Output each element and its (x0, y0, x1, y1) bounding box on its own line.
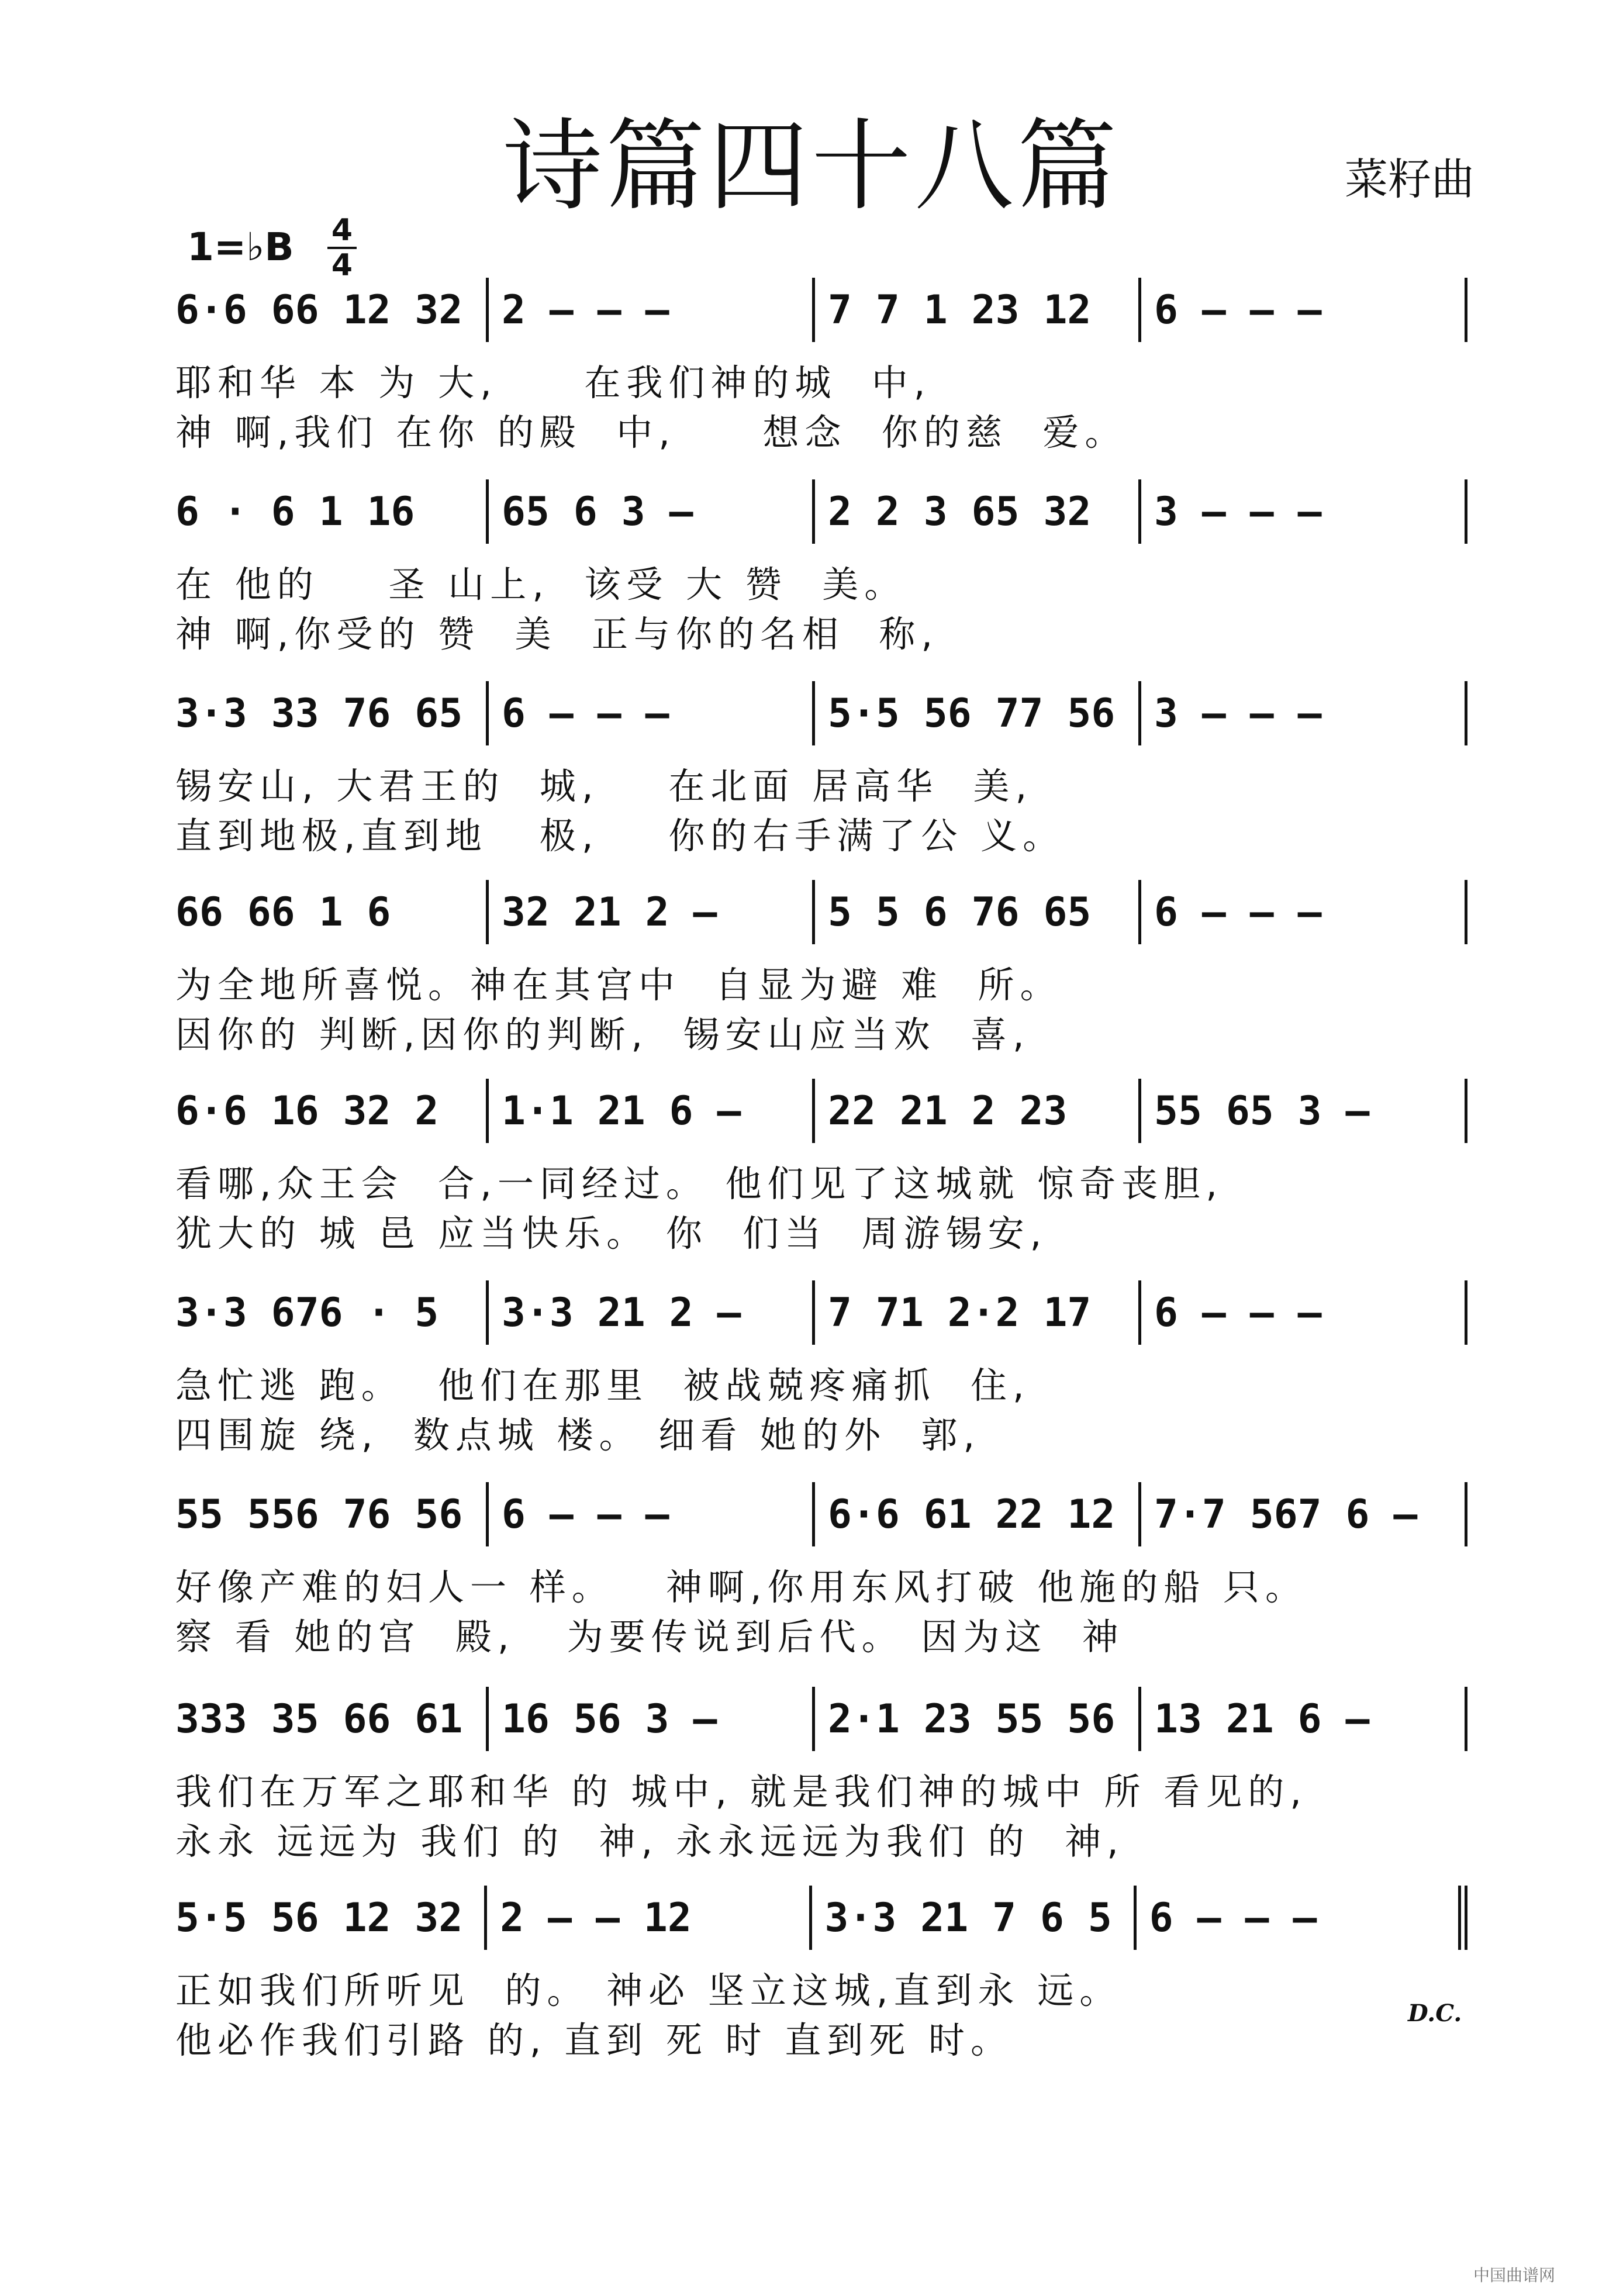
measure: 32 21 2 – (486, 880, 812, 944)
notes-row (175, 275, 1467, 345)
lyric-verse-2: 因你的 判断,因你的判断, 锡安山应当欢 喜, (175, 1013, 1030, 1056)
lyric-verse-2: 犹大的 城 邑 应当快乐。 你 们当 周游锡安, (175, 1212, 1048, 1255)
measure: 7 71 2·2 17 (812, 1280, 1138, 1345)
measure: 55 556 76 56 (175, 1491, 463, 1538)
measure: 3·3 21 2 – (486, 1280, 812, 1345)
score-system (175, 1076, 1467, 1263)
measure: 6 – – – (1138, 1280, 1467, 1345)
measure: 65 6 3 – (486, 479, 812, 544)
measure: 6·6 66 12 32 (175, 286, 463, 333)
watermark: 中国曲谱网 (1473, 2266, 1556, 2285)
lyric-verse-1: 好像产难的妇人一 样。 神啊,你用东风打破 他施的船 只。 (175, 1566, 1307, 1608)
measure: 5·5 56 77 56 (812, 681, 1138, 745)
lyric-verse-2: 永永 远远为 我们 的 神, 永永远远为我们 的 神, (175, 1820, 1124, 1863)
lyric-verse-1: 在 他的 圣 山上, 该受 大 赞 美。 (175, 563, 907, 606)
notes-row (175, 1076, 1467, 1146)
measure: 5·5 56 12 32 (175, 1894, 463, 1941)
measure: 6 – – – (1138, 278, 1467, 342)
lyric-verse-1: 耶和华 本 为 大, 在我们神的城 中, (175, 361, 931, 404)
lyric-verse-2: 直到地极,直到地 极, 你的右手满了公 义。 (175, 814, 1065, 857)
song-title: 诗篇四十八篇 (503, 109, 1121, 225)
measure: 6 – – – (486, 681, 812, 745)
lyric-verse-1: 看哪,众王会 合,一同经过。 他们见了这城就 惊奇丧胆, (175, 1162, 1223, 1205)
notes-row (175, 1684, 1467, 1754)
score-system (175, 1883, 1467, 2070)
time-signature-bottom: 4 (327, 247, 357, 282)
lyric-verse-2: 他必作我们引路 的, 直到 死 时 直到死 时。 (175, 2019, 1013, 2062)
measure: 55 65 3 – (1138, 1079, 1467, 1143)
score-system (175, 1479, 1467, 1666)
lyric-verse-2: 神 啊,我们 在你 的殿 中, 想念 你的慈 爱。 (175, 411, 1127, 454)
score-system (175, 1684, 1467, 1871)
notes-row (175, 1479, 1467, 1549)
score-system (175, 1278, 1467, 1465)
lyric-verse-2: 察 看 她的宫 殿, 为要传说到后代。 因为这 神 (175, 1615, 1124, 1658)
measure: 6 – – – (486, 1482, 812, 1546)
measure: 6 · 6 1 16 (175, 488, 415, 535)
measure: 7 7 1 23 12 (812, 278, 1138, 342)
measure: 3·3 33 76 65 (175, 690, 463, 737)
measure: 3 – – – (1138, 681, 1467, 745)
lyric-verse-1: 锡安山, 大君王的 城, 在北面 居高华 美, (175, 765, 1033, 807)
measure: 2 – – – (486, 278, 812, 342)
measure: 333 35 66 61 (175, 1696, 463, 1742)
time-signature-top: 4 (331, 213, 353, 248)
score-system (175, 877, 1467, 1064)
lyric-verse-1: 为全地所喜悦。神在其宫中 自显为避 难 所。 (175, 964, 1062, 1006)
lyric-verse-2: 神 啊,你受的 赞 美 正与你的名相 称, (175, 613, 939, 655)
lyric-verse-1: 急忙逃 跑。 他们在那里 被战兢疼痛抓 住, (175, 1364, 1030, 1407)
measure: 22 21 2 23 (812, 1079, 1138, 1143)
measure: 2·1 23 55 56 (812, 1687, 1138, 1751)
lyric-verse-1: 我们在万军之耶和华 的 城中, 就是我们神的城中 所 看见的, (175, 1770, 1307, 1813)
measure: 13 21 6 – (1138, 1687, 1467, 1751)
notes-row (175, 678, 1467, 748)
measure: 2 2 3 65 32 (812, 479, 1138, 544)
notes-row (175, 1883, 1467, 1953)
measure: 3·3 676 · 5 (175, 1289, 439, 1336)
measure: 7·7 567 6 – (1138, 1482, 1467, 1546)
measure: 3·3 21 7 6 5 (809, 1886, 1134, 1950)
measure: 16 56 3 – (486, 1687, 812, 1751)
measure: 1·1 21 6 – (486, 1079, 812, 1143)
measure: 3 – – – (1138, 479, 1467, 544)
measure: 6·6 16 32 2 (175, 1087, 439, 1134)
dc-mark: D.C. (1408, 2000, 1462, 2027)
lyric-verse-2: 四围旋 绕, 数点城 楼。 细看 她的外 郭, (175, 1414, 981, 1456)
time-signature (327, 214, 357, 282)
measure: 2 – – 12 (484, 1886, 809, 1950)
notes-row (175, 1278, 1467, 1348)
measure: 6 – – – (1134, 1886, 1467, 1950)
score-system (175, 678, 1467, 865)
lyric-verse-1: 正如我们所听见 的。 神必 坚立这城,直到永 远。 (175, 1969, 1122, 2012)
measure: 6 – – – (1138, 880, 1467, 944)
score-system (175, 275, 1467, 462)
composer-credit: 菜籽曲 (1345, 154, 1474, 205)
notes-row (175, 477, 1467, 547)
measure: 66 66 1 6 (175, 889, 391, 935)
score-system (175, 477, 1467, 664)
measure: 6·6 61 22 12 (812, 1482, 1138, 1546)
key-signature: 1=♭B (187, 225, 294, 270)
notes-row (175, 877, 1467, 947)
measure: 5 5 6 76 65 (812, 880, 1138, 944)
